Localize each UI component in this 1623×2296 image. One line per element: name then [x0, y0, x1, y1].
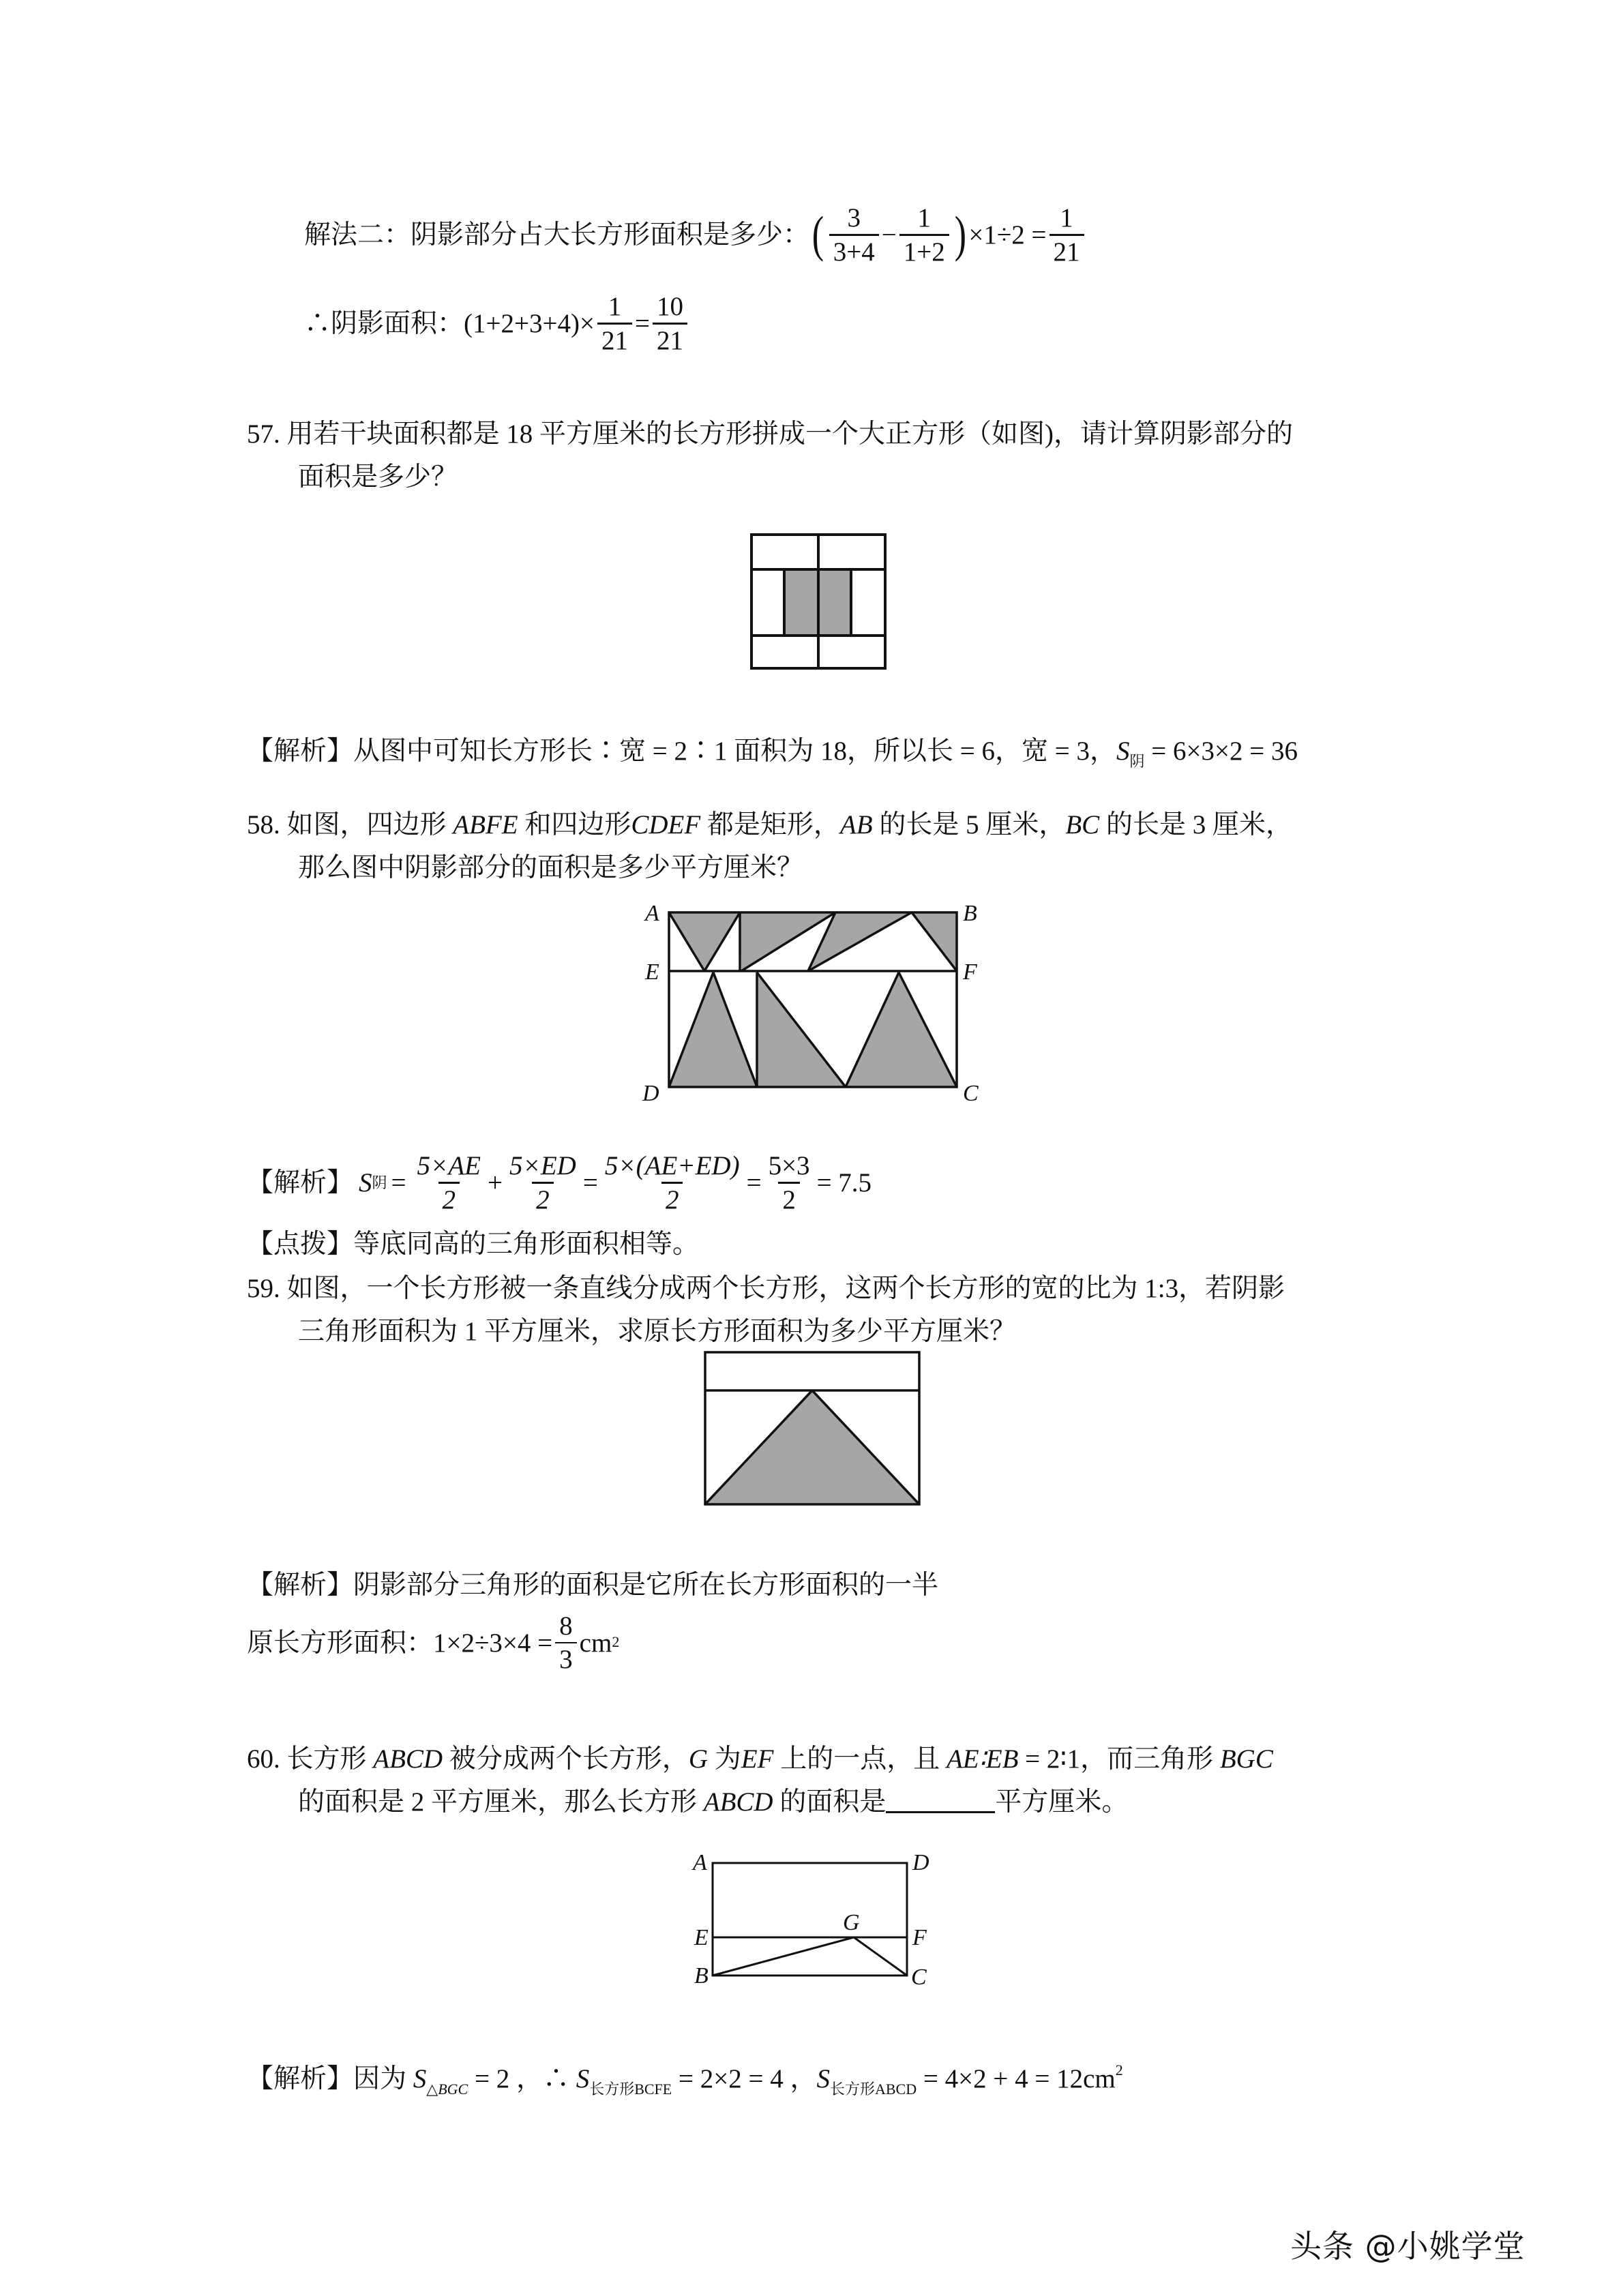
equals: =	[634, 309, 650, 338]
math-var: G	[688, 1744, 709, 1774]
fraction: $\frac{1}{21}$	[1049, 205, 1084, 265]
text: 的长是 5 厘米，	[872, 810, 1066, 839]
fraction: $\frac{10}{21}$	[653, 293, 687, 354]
superscript: 2	[612, 1633, 620, 1650]
text: 因为	[353, 2064, 413, 2093]
text: = 2∶1，而三角形	[1018, 1744, 1220, 1774]
question-number: 58.	[247, 810, 280, 839]
calc-expression: 1×2÷3×4 =	[433, 1628, 553, 1658]
p56-area	[304, 293, 690, 354]
question-text: 面积是多少？	[298, 462, 458, 492]
question-text: 那么图中阴影部分的面积是多少平方厘米？	[298, 853, 804, 882]
question-number: 59.	[247, 1274, 280, 1303]
q59-text-line2	[298, 1318, 1016, 1345]
area-symbol: S	[576, 2064, 590, 2093]
result: = 7.5	[816, 1168, 872, 1197]
area-symbol: S	[816, 2064, 830, 2093]
q57-figure	[743, 532, 880, 668]
q57-solution	[247, 738, 1298, 769]
area-expression: (1+2+3+4)×	[464, 309, 595, 338]
fraction: $\frac{1}{1+2}$	[899, 205, 949, 265]
math-var: BGC	[1219, 1744, 1273, 1774]
text: 上的一点，且	[773, 1744, 947, 1774]
p56-method2	[304, 205, 1087, 265]
math-var: CDEF	[631, 810, 701, 839]
plus: +	[488, 1168, 503, 1197]
calc-label: 原长方形面积：	[247, 1628, 434, 1658]
q58-figure	[641, 893, 996, 1112]
text: 为	[708, 1744, 741, 1774]
text: 如图，四边形	[286, 810, 453, 839]
text: 的面积是 2 平方厘米，那么长方形	[298, 1787, 704, 1817]
tip-text: 等底同高的三角形面积相等。	[353, 1229, 700, 1259]
q59-solution	[247, 1572, 938, 1598]
label-B: B	[963, 901, 977, 926]
question-number: 57.	[247, 419, 280, 449]
q58-tip	[247, 1231, 699, 1257]
label-C: C	[963, 1081, 979, 1106]
math-var: AB	[839, 810, 873, 839]
solution-text: 阴影部分三角形的面积是它所在长方形面积的一半	[353, 1570, 939, 1600]
q59-calc	[247, 1613, 619, 1673]
fraction: $\frac{5\times ED}{2}$	[509, 1151, 576, 1214]
minus: −	[881, 220, 897, 250]
solution-text: 从图中可知长方形长∶宽 = 2∶1 面积为 18，所以长 = 6，宽 = 3，	[353, 736, 1117, 766]
text: = 4×2 + 4 = 12cm	[917, 2064, 1116, 2093]
fraction: $\frac{5\times(AE+ED)}{2}$	[604, 1151, 740, 1214]
fraction: $\frac{5\times AE}{2}$	[417, 1151, 481, 1214]
question-text: 三角形面积为 1 平方厘米，求原长方形面积为多少平方厘米？	[298, 1317, 1017, 1346]
equals: =	[746, 1168, 762, 1197]
question-text: 如图，一个长方形被一条直线分成两个长方形，这两个长方形的宽的比为 1:3，若阴影	[286, 1274, 1285, 1303]
q60-text-line1	[247, 1746, 1273, 1772]
shaded-triangle	[705, 1390, 919, 1504]
q58-text-line1	[247, 811, 1292, 838]
close-paren: )	[954, 207, 966, 263]
label-C: C	[911, 1965, 927, 1990]
solution-tag: 【解析】	[247, 1570, 354, 1600]
text: = 2 ，∴	[468, 2064, 576, 2093]
fraction: $\frac{3}{3+4}$	[829, 205, 879, 265]
q57-text-line1	[247, 421, 1293, 447]
math-var: ABCD	[703, 1787, 773, 1817]
question-text: 用若干块面积都是 18 平方厘米的长方形拼成一个大正方形（如图)，请计算阴影部分的	[286, 419, 1293, 449]
q58-solution	[247, 1152, 872, 1213]
question-number: 60.	[247, 1744, 280, 1774]
expression-tail: ×1÷2 =	[968, 220, 1047, 250]
q59-figure	[702, 1349, 927, 1512]
label-F: F	[963, 959, 977, 985]
label-A: A	[645, 901, 659, 926]
text: 平方厘米。	[995, 1787, 1129, 1817]
math-var: ABCD	[373, 1744, 443, 1774]
text: 长方形	[286, 1744, 374, 1774]
math-var: BC	[1065, 810, 1100, 839]
math-var: ABFE	[453, 810, 518, 839]
fraction: $\frac{1}{21}$	[597, 293, 632, 354]
label-G: G	[843, 1910, 860, 1935]
label-E: E	[694, 1925, 709, 1950]
text: 被分成两个长方形，	[443, 1744, 689, 1774]
label-D: D	[912, 1850, 929, 1875]
tip-tag: 【点拨】	[247, 1229, 354, 1259]
q60-solution	[247, 2063, 1123, 2097]
q59-text-line1	[247, 1275, 1285, 1302]
solution-result: = 6×3×2 = 36	[1144, 736, 1298, 766]
equals: =	[582, 1168, 598, 1197]
area-label: ∴阴影面积：	[304, 309, 464, 338]
watermark: 头条 @小姚学堂	[1290, 2228, 1525, 2265]
label-E: E	[645, 959, 659, 985]
area-symbol: S	[1116, 736, 1130, 766]
text: = 2×2 = 4 ，	[672, 2064, 817, 2093]
math-var: AE∶EB	[946, 1744, 1019, 1774]
q57-text-line2	[298, 464, 458, 490]
subscript: 长方形BCFE	[589, 2081, 672, 2098]
subscript: 长方形ABCD	[829, 2081, 917, 2098]
fraction: $\frac{5\times 3}{2}$	[768, 1151, 810, 1214]
subscript: △BGC	[426, 2081, 468, 2098]
area-symbol: S	[413, 2064, 427, 2093]
solution-tag: 【解析】	[247, 1168, 354, 1197]
solution-tag: 【解析】	[247, 736, 354, 766]
text: 都是矩形，	[700, 810, 840, 839]
q60-figure	[675, 1841, 962, 2005]
text: 和四边形	[518, 810, 631, 839]
subscript: 阴	[1129, 753, 1145, 770]
text: 的长是 3 厘米，	[1099, 810, 1292, 839]
label-B: B	[694, 1963, 709, 1988]
equals: =	[391, 1168, 406, 1197]
open-paren: (	[812, 207, 824, 263]
q60-text-line2	[298, 1789, 1128, 1815]
label-A: A	[693, 1850, 707, 1875]
label-F: F	[912, 1925, 927, 1950]
method2-label: 解法二：阴影部分占大长方形面积是多少：	[304, 220, 810, 250]
answer-blank[interactable]	[886, 1789, 995, 1813]
solution-tag: 【解析】	[247, 2064, 354, 2093]
subscript: 阴	[372, 1174, 387, 1191]
math-var: EF	[741, 1744, 774, 1774]
fraction: $\frac{8}{3}$	[555, 1613, 577, 1673]
text: 的面积是	[773, 1787, 887, 1817]
area-symbol: S	[359, 1168, 372, 1197]
q58-text-line2	[298, 854, 803, 881]
label-D: D	[642, 1081, 659, 1106]
unit: cm	[579, 1628, 612, 1658]
superscript: 2	[1115, 2061, 1123, 2078]
